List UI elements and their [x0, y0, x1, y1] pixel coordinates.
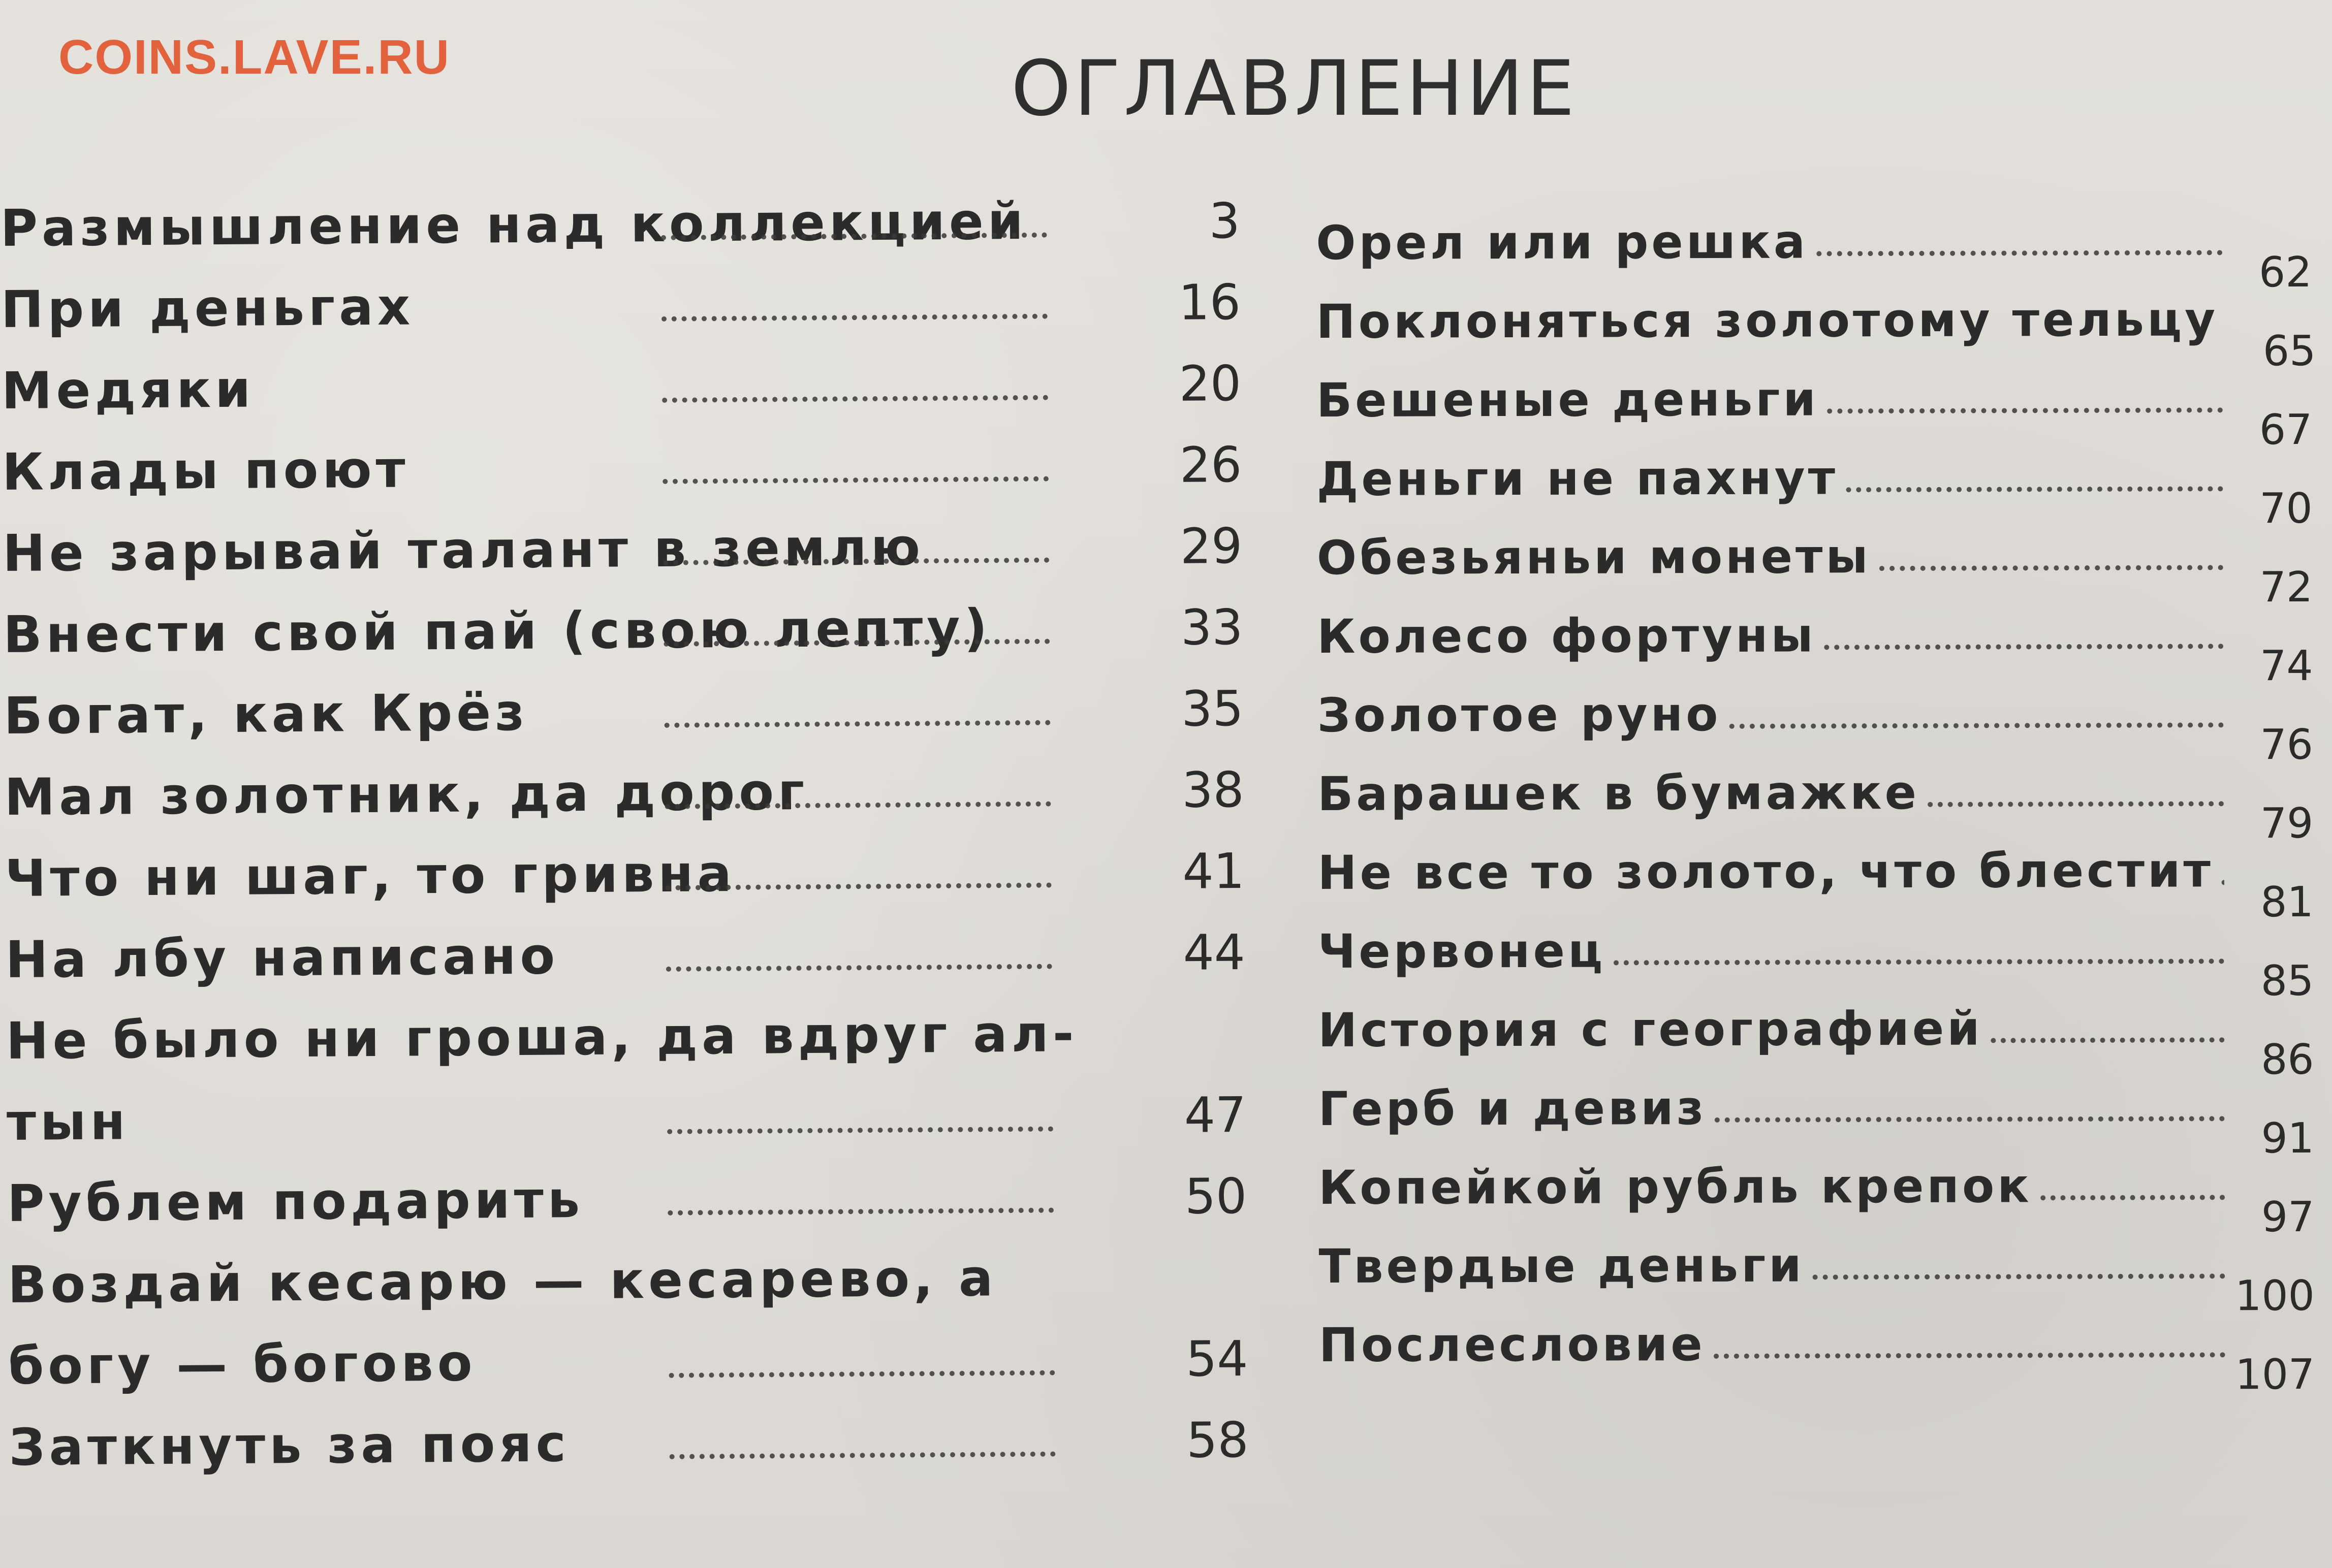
toc-page-number: 54 — [1185, 1330, 1248, 1388]
toc-page-number: 33 — [1180, 598, 1243, 656]
toc-entry — [6, 1058, 1267, 1152]
toc-entry — [6, 977, 1266, 1071]
toc-entry — [5, 814, 1265, 908]
toc-dot-leader — [666, 964, 1052, 972]
toc-entry — [1317, 658, 2314, 770]
toc-entry-title: История с географией — [1318, 1001, 1983, 1058]
toc-entry — [5, 895, 1266, 989]
toc-entry — [1316, 185, 2312, 297]
toc-entry — [2, 408, 1262, 502]
toc-dot-leader — [1614, 958, 2224, 965]
toc-page-number: 76 — [2260, 720, 2314, 770]
toc-dot-leader — [1729, 722, 2223, 729]
toc-entry-title: Копейкой рубль крепок — [1318, 1159, 2032, 1215]
toc-page-number: 50 — [1184, 1167, 1247, 1225]
toc-page-number: 41 — [1182, 842, 1245, 900]
toc-entry-title: Герб и девиз — [1318, 1080, 1707, 1136]
toc-entry-title: богу — богово — [8, 1333, 477, 1396]
toc-dot-leader — [662, 395, 1048, 403]
toc-entry — [1317, 894, 2314, 1006]
toc-entry — [0, 164, 1260, 258]
toc-entry-title: Воздай кесарю — кесарево, а — [7, 1248, 997, 1315]
toc-dot-leader — [1991, 1037, 2225, 1043]
toc-entry — [1316, 264, 2316, 376]
toc-dot-leader — [667, 1127, 1053, 1134]
page-title: ОГЛАВЛЕНИЕ — [1011, 45, 1578, 133]
toc-page-number: 70 — [2259, 484, 2313, 533]
toc-entry — [1, 327, 1262, 421]
toc-entry-title: Бешеные деньги — [1316, 372, 1819, 428]
toc-entry-title: Червонец — [1317, 923, 1606, 979]
toc-entry-title: Орел или решка — [1316, 214, 1809, 270]
toc-dot-leader — [1846, 486, 2223, 492]
toc-page-number: 38 — [1181, 761, 1244, 819]
toc-dot-leader — [2040, 1195, 2225, 1200]
toc-entry-title: Что ни шаг, то гривна — [5, 843, 736, 908]
site-watermark: COINS.LAVE.RU — [58, 30, 450, 84]
toc-entry — [1316, 343, 2313, 455]
toc-entry — [1318, 1130, 2315, 1242]
toc-page-number: 86 — [2261, 1035, 2314, 1084]
toc-entry — [7, 1139, 1267, 1233]
toc-page-number: 26 — [1179, 436, 1242, 494]
toc-dot-leader — [661, 314, 1048, 322]
toc-entry-title: Деньги не пахнут — [1316, 451, 1839, 506]
toc-entry-title: Колесо фортуны — [1317, 608, 1816, 664]
toc-page-number: 62 — [2258, 248, 2312, 297]
toc-dot-leader — [669, 1370, 1055, 1378]
toc-entry-title: Твердые деньги — [1318, 1238, 1805, 1294]
toc-entry — [1, 245, 1261, 339]
toc-entry-title: Заткнуть за пояс — [9, 1414, 571, 1477]
toc-page-number: 16 — [1178, 273, 1241, 331]
toc-dot-leader — [1928, 801, 2224, 807]
toc-entry — [1318, 973, 2314, 1084]
toc-page-number: 107 — [2235, 1350, 2315, 1399]
toc-page-number: 47 — [1184, 1086, 1247, 1144]
toc-entry — [1316, 422, 2313, 533]
toc-entry — [1316, 500, 2313, 612]
toc-page-number: 74 — [2260, 642, 2313, 691]
toc-dot-leader — [1827, 407, 2223, 413]
toc-entry — [4, 652, 1264, 746]
toc-page-number: 72 — [2259, 563, 2313, 612]
toc-page-number: 44 — [1183, 923, 1246, 981]
toc-dot-leader — [670, 1452, 1056, 1459]
toc-dot-leader — [1715, 1116, 2225, 1123]
toc-entry-title: Обезьяньи монеты — [1316, 529, 1871, 585]
toc-dot-leader — [1816, 250, 2222, 256]
toc-page-number: 100 — [2235, 1271, 2315, 1321]
toc-page-number: 81 — [2260, 878, 2314, 927]
toc-page-number: 29 — [1180, 517, 1243, 575]
toc-entry-title: Клады поют — [2, 439, 409, 502]
toc-dot-leader — [1879, 565, 2223, 571]
toc-entry-title: Богат, как Крёз — [4, 682, 529, 746]
toc-entry — [4, 733, 1265, 827]
toc-entry-title: На лбу написано — [5, 926, 559, 989]
toc-page-number: 3 — [1209, 192, 1241, 250]
toc-page-number: 79 — [2260, 799, 2314, 848]
toc-page-number: 91 — [2261, 1114, 2315, 1163]
toc-page-number: 35 — [1181, 680, 1244, 738]
toc-page-number: 65 — [2262, 327, 2316, 376]
toc-entry-title: Золотое руно — [1317, 687, 1721, 743]
toc-dot-leader — [663, 476, 1049, 484]
toc-dot-leader — [668, 1208, 1054, 1215]
toc-right-column — [1316, 185, 2316, 1399]
toc-entry — [8, 1302, 1269, 1396]
toc-left-column — [0, 164, 1269, 1477]
toc-entry — [7, 1221, 1268, 1315]
toc-entry — [2, 489, 1263, 583]
toc-entry-title: Не было ни гроша, да вдруг ал- — [6, 1004, 1078, 1071]
toc-dot-leader — [2222, 880, 2224, 885]
toc-page-number: 85 — [2260, 956, 2314, 1006]
toc-entry — [9, 1383, 1269, 1477]
toc-page-number: 67 — [2259, 405, 2313, 455]
toc-dot-leader — [1813, 1273, 2225, 1279]
toc-entry-title: Рублем подарить — [7, 1170, 584, 1233]
toc-entry-title: Барашек в бумажке — [1317, 765, 1920, 821]
toc-page-number: 20 — [1179, 355, 1242, 412]
toc-entry — [1317, 737, 2314, 848]
toc-entry — [1317, 579, 2313, 691]
toc-entry-title: Не зарывай талант в землю — [2, 517, 925, 583]
toc-entry-title: При деньгах — [1, 277, 415, 339]
toc-dot-leader — [1714, 1352, 2225, 1359]
toc-entry-title: Медяки — [1, 359, 255, 421]
toc-dot-leader — [665, 720, 1051, 728]
toc-page-number: 58 — [1186, 1411, 1249, 1469]
toc-entry-title: тын — [6, 1092, 130, 1152]
toc-entry-title: Размышление над коллекцией — [0, 191, 1028, 258]
toc-entry-title: Внести свой пай (свою лепту) — [3, 598, 992, 664]
toc-page-number: 97 — [2261, 1193, 2315, 1242]
toc-entry-title: Не все то золото, что блестит — [1317, 843, 2214, 900]
toc-entry-title: Поклоняться золотому тельцу — [1316, 292, 2219, 349]
toc-entry — [1317, 815, 2314, 927]
toc-entry — [1318, 1209, 2315, 1321]
toc-entry — [1318, 1051, 2315, 1163]
toc-entry-title: Мал золотник, да дорог — [4, 761, 809, 827]
toc-entry-title: Послесловие — [1318, 1317, 1706, 1372]
toc-entry — [3, 570, 1264, 664]
toc-dot-leader — [1824, 644, 2224, 650]
toc-entry — [1318, 1288, 2315, 1399]
